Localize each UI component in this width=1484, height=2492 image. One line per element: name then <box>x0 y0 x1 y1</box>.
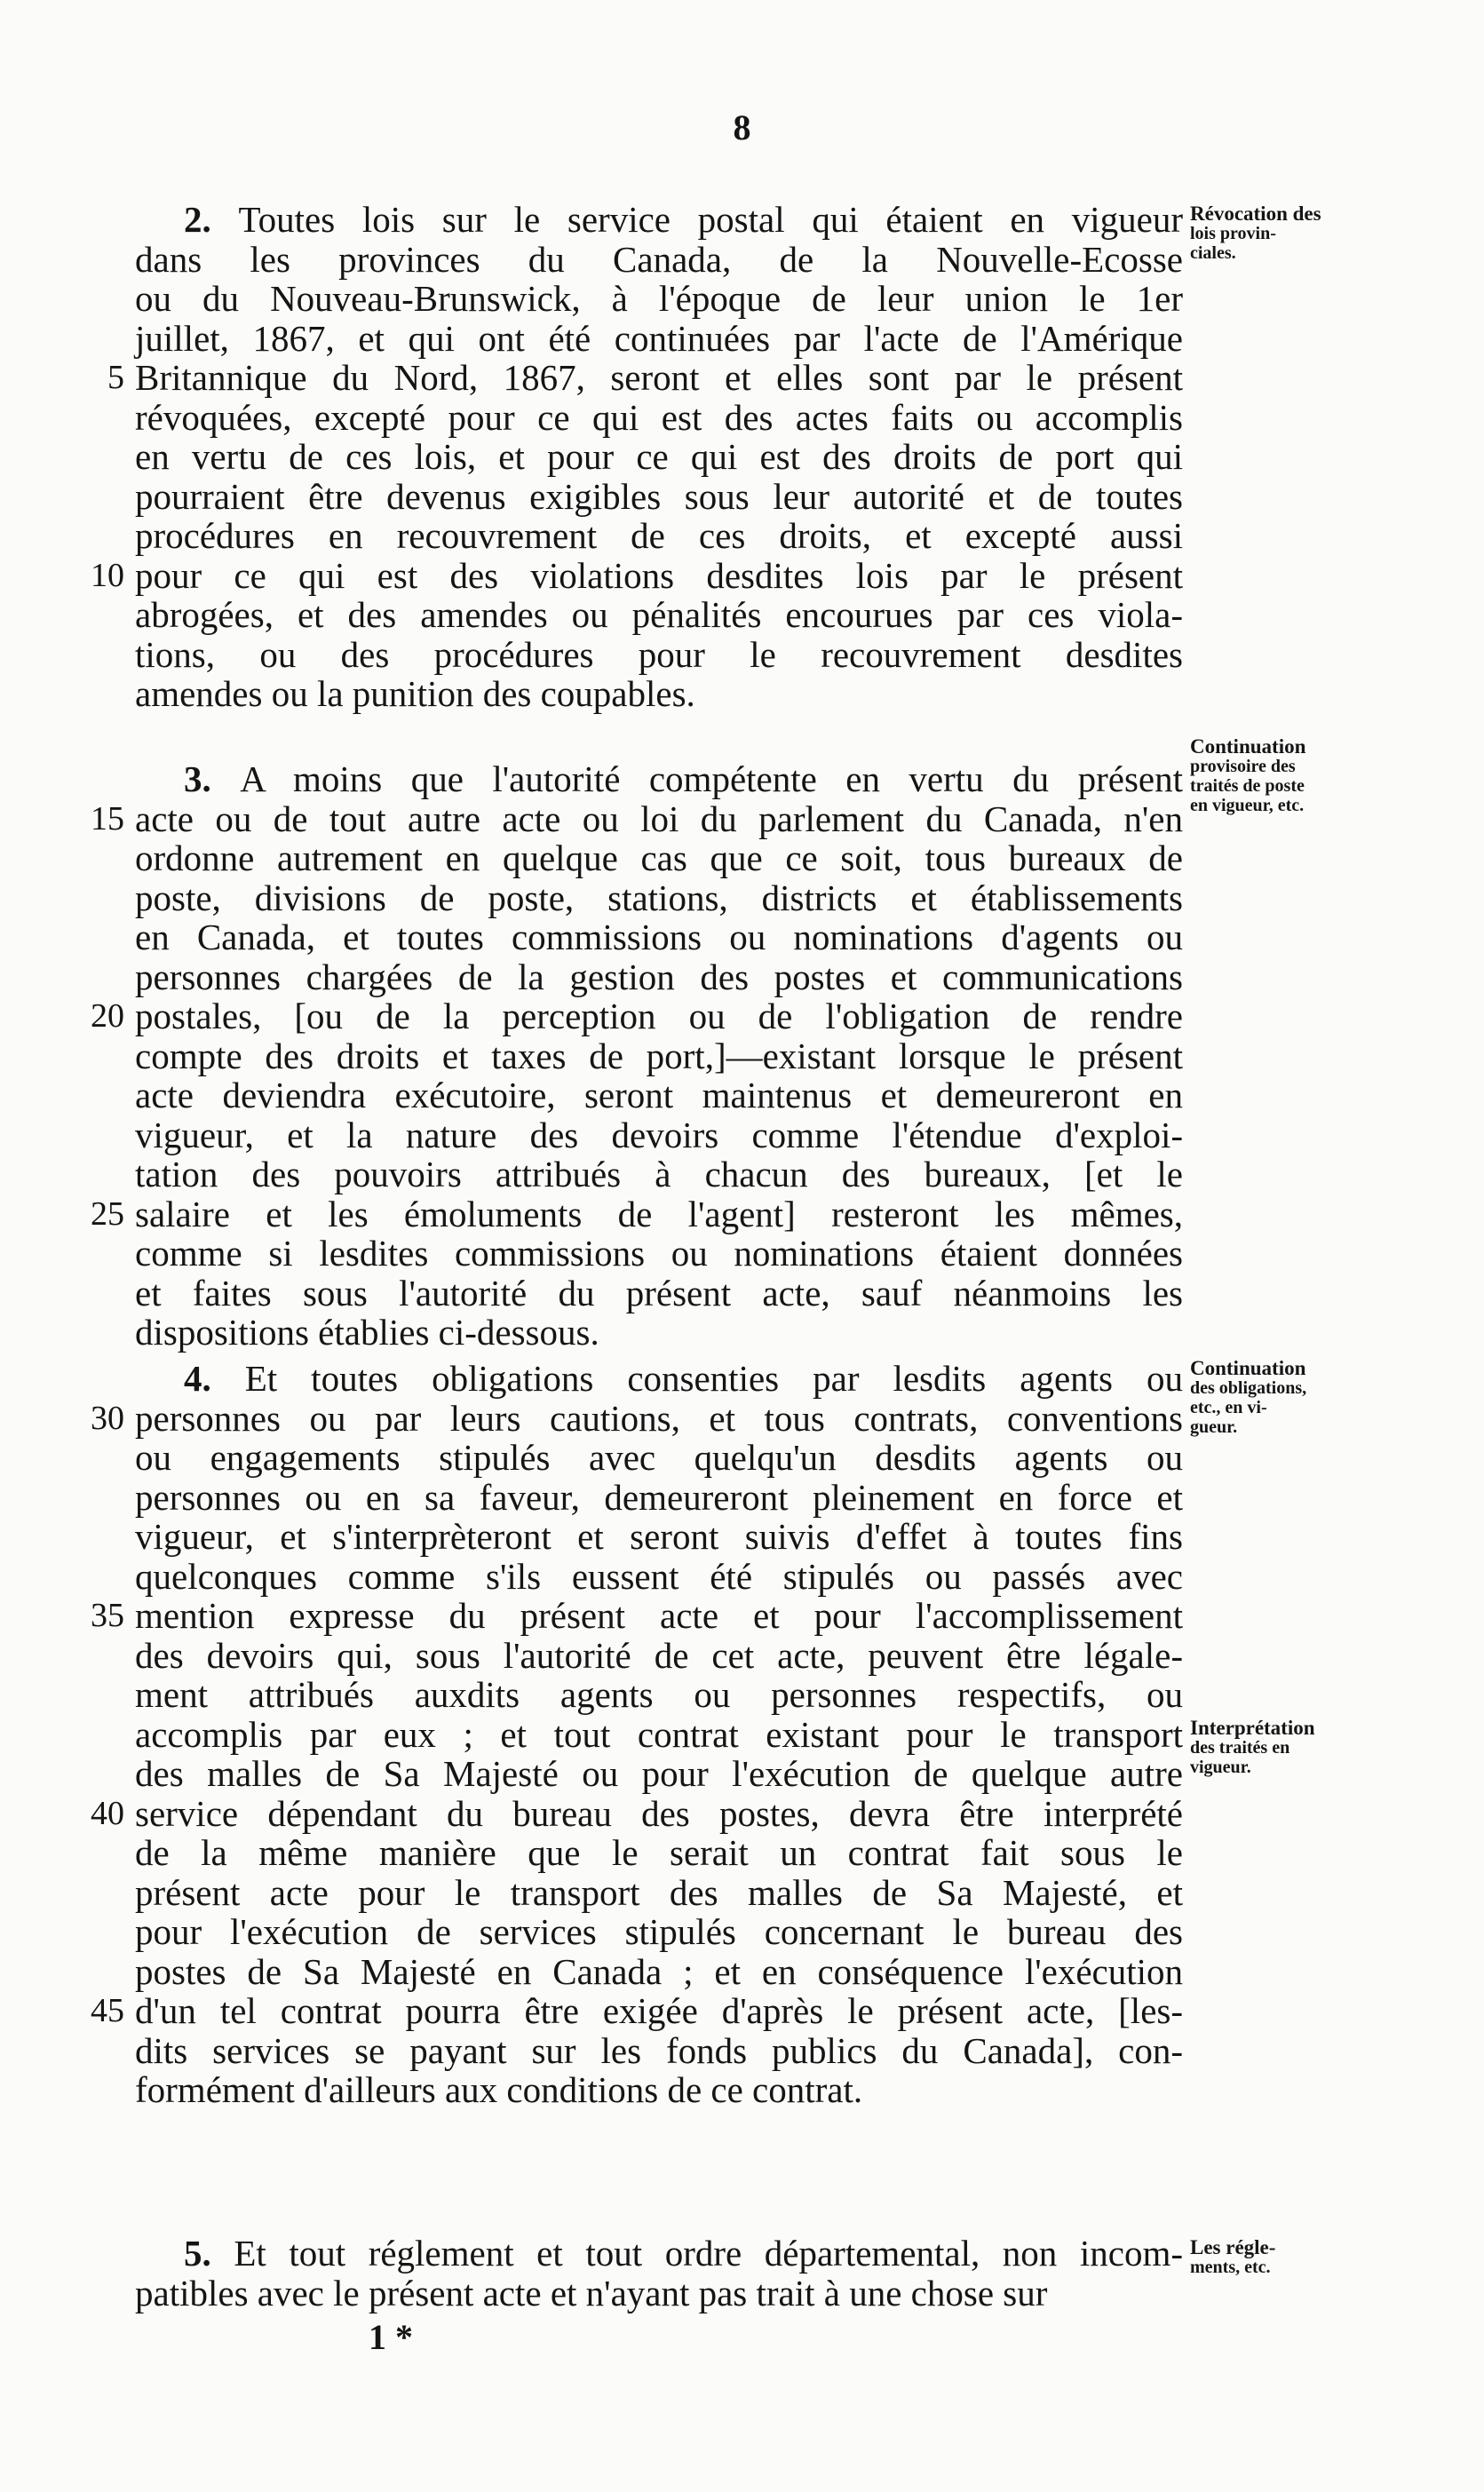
line-text: dits services se payant sur les fonds publics du Canada], con- <box>135 2029 1183 2071</box>
line-text: personnes chargées de la gestion des postes et communications <box>135 956 1183 997</box>
text-line <box>135 1991 1183 2030</box>
line-text: d'un tel contrat pourra être exigée d'après le présent acte, [les- <box>135 1990 1183 2031</box>
line-text: ment attribués auxdits agents ou personnes respectifs, ou <box>135 1674 1183 1715</box>
text-line <box>135 1636 1183 1675</box>
margin-note-line: etc., en vi- <box>1190 1398 1267 1417</box>
text-line <box>135 878 1183 917</box>
line-text: tation des pouvoirs attribués à chacun des bureaux, [et le <box>135 1154 1183 1194</box>
line-text: personnes ou en sa faveur, demeureront pleinement en force et <box>135 1476 1183 1518</box>
line-number: 35 <box>91 1597 124 1634</box>
line-text: accomplis par eux ; et tout contrat existant pour le transport <box>135 1713 1183 1755</box>
line-number: 45 <box>91 1992 124 2029</box>
line-text: formément d'ailleurs aux conditions de ce contrat. <box>135 2069 863 2110</box>
text-line <box>135 1833 1183 1872</box>
text-line <box>135 1952 1183 1991</box>
line-number: 40 <box>91 1794 124 1832</box>
margin-note-line: Révocation des <box>1190 202 1321 225</box>
line-text: de la même manière que le serait un contrat fait sous le <box>135 1832 1183 1873</box>
line-text: patibles avec le présent acte et n'ayant pas trait à une chose sur <box>135 2272 1048 2313</box>
line-text: ou engagements stipulés avec quelqu'un desdits agents ou <box>135 1437 1183 1478</box>
line-text: comme si lesdites commissions ou nominations étaient données <box>135 1233 1183 1274</box>
text-line <box>135 1675 1183 1714</box>
line-text: A moins que l'autorité compétente en vertu du présent <box>240 758 1183 799</box>
line-number: 10 <box>91 556 124 594</box>
line-number: 25 <box>91 1194 124 1233</box>
line-text: salaire et les émoluments de l'agent] resteront les mêmes, <box>135 1193 1183 1234</box>
text-line <box>135 838 1183 877</box>
text-line <box>135 1873 1183 1912</box>
line-text: tions, ou des procédures pour le recouvrement desdites <box>135 633 1183 675</box>
text-line <box>135 635 1183 674</box>
page-number: 8 <box>733 107 751 147</box>
line-text: quelconques comme s'ils eussent été stipulés ou passés avec <box>135 1555 1183 1597</box>
article-number: 3. <box>184 758 241 799</box>
line-text: ou du Nouveau-Brunswick, à l'époque de leur union le 1er <box>135 278 1183 319</box>
text-line <box>135 1478 1183 1517</box>
text-line <box>135 1036 1183 1075</box>
line-text: amendes ou la punition des coupables. <box>135 673 695 714</box>
text-line <box>135 2070 1183 2109</box>
text-line <box>135 240 1183 279</box>
text-line <box>135 1274 1183 1313</box>
line-text: et faites sous l'autorité du présent acte, sauf néanmoins les <box>135 1272 1183 1313</box>
margin-note-line: des obligations, <box>1190 1378 1307 1398</box>
line-text: des devoirs qui, sous l'autorité de cet acte, peuvent être légale- <box>135 1634 1183 1676</box>
line-text: des malles de Sa Majesté ou pour l'exécution de quelque autre <box>135 1753 1183 1794</box>
line-text: ordonne autrement en quelque cas que ce soit, tous bureaux de <box>135 837 1183 878</box>
margin-note <box>1190 737 1456 815</box>
margin-note <box>1190 204 1456 263</box>
text-line <box>135 1194 1183 1234</box>
line-text: Et tout réglement et tout ordre départemental, non incom- <box>234 2233 1184 2274</box>
line-text: pour l'exécution de services stipulés concernant le bureau des <box>135 1911 1183 1952</box>
line-number: 20 <box>91 997 124 1035</box>
text-line <box>135 1313 1183 1352</box>
text-line <box>135 358 1183 397</box>
text-line <box>135 1115 1183 1155</box>
text-line <box>135 1075 1183 1115</box>
text-line <box>135 1715 1183 1754</box>
line-text: juillet, 1867, et qui ont été continuées par l'acte de l'Amérique <box>135 317 1183 359</box>
line-text: Toutes lois sur le service postal qui étaient en vigueur <box>238 199 1183 240</box>
line-text: vigueur, et s'interprèteront et seront suivis d'effet à toutes fins <box>135 1516 1183 1557</box>
margin-note <box>1190 1718 1456 1777</box>
line-text: service dépendant du bureau des postes, devra être interprété <box>135 1792 1183 1834</box>
line-text: postales, [ou de la perception ou de l'obligation de rendre <box>135 996 1183 1036</box>
line-number: 5 <box>107 359 124 396</box>
line-number: 15 <box>91 799 124 837</box>
article-number: 5. <box>184 2233 234 2274</box>
text-line <box>135 1754 1183 1793</box>
text-line <box>135 516 1183 555</box>
line-text: dans les provinces du Canada, de la Nouvelle-Ecosse <box>135 238 1183 280</box>
text-line <box>135 674 1183 713</box>
margin-note-line: traités de poste <box>1190 776 1305 796</box>
margin-note <box>1190 2238 1456 2277</box>
text-line <box>135 556 1183 595</box>
text-line <box>135 477 1183 516</box>
line-text: en vertu de ces lois, et pour ce qui est des droits de port qui <box>135 436 1183 477</box>
line-text: Britannique du Nord, 1867, seront et elles sont par le présent <box>135 357 1183 398</box>
line-text: compte des droits et taxes de port,]—existant lorsque le présent <box>135 1035 1183 1076</box>
line-text: pour ce qui est des violations desdites lois par le présent <box>135 554 1183 596</box>
line-text: pourraient être devenus exigibles sous leur autorité et de toutes <box>135 475 1183 517</box>
line-text: acte ou de tout autre acte ou loi du parlement du Canada, n'en <box>135 798 1183 839</box>
text-line <box>135 2031 1183 2070</box>
line-text: vigueur, et la nature des devoirs comme l'étendue d'exploi- <box>135 1114 1183 1155</box>
text-line <box>135 917 1183 956</box>
text-line <box>135 957 1183 996</box>
margin-note-line: Continuation <box>1190 735 1306 758</box>
margin-note-line: Continuation <box>1190 1357 1306 1379</box>
margin-note-line: vigueur. <box>1190 1758 1251 1777</box>
line-text: postes de Sa Majesté en Canada ; et en conséquence l'exécution <box>135 1950 1183 1992</box>
text-line <box>135 996 1183 1036</box>
text-line <box>135 1912 1183 1951</box>
text-line <box>135 1438 1183 1477</box>
line-text: poste, divisions de poste, stations, districts et établissements <box>135 877 1183 918</box>
article-number: 2. <box>184 199 239 240</box>
line-text: abrogées, et des amendes ou pénalités encourues par ces viola- <box>135 594 1183 635</box>
margin-note-line: des traités en <box>1190 1738 1290 1758</box>
line-text: mention expresse du présent acte et pour l'accomplissement <box>135 1595 1183 1636</box>
text-line <box>135 799 1183 838</box>
line-text: acte deviendra exécutoire, seront maintenus et demeureront en <box>135 1075 1183 1115</box>
line-text: personnes ou par leurs cautions, et tous contrats, conventions <box>135 1397 1183 1439</box>
margin-note <box>1190 1359 1456 1437</box>
margin-note-line: Interprétation <box>1190 1717 1315 1739</box>
text-line <box>135 437 1183 476</box>
printer-signature: 1 * <box>369 2317 413 2357</box>
text-line <box>184 1359 1183 1398</box>
line-text: présent acte pour le transport des malles de Sa Majesté, et <box>135 1871 1183 1913</box>
text-line <box>184 200 1183 239</box>
margin-note-line: ments, etc. <box>1190 2258 1271 2277</box>
text-line <box>135 319 1183 358</box>
text-line <box>135 279 1183 318</box>
margin-note-line: lois provin- <box>1190 224 1276 243</box>
text-line <box>184 2234 1183 2273</box>
line-text: en Canada, et toutes commissions ou nominations d'agents ou <box>135 917 1183 957</box>
text-line <box>135 1794 1183 1833</box>
line-text: Et toutes obligations consenties par lesdits agents ou <box>244 1358 1183 1399</box>
line-text: révoquées, excepté pour ce qui est des actes faits ou accomplis <box>135 396 1183 438</box>
margin-note-line: provisoire des <box>1190 757 1296 776</box>
line-text: procédures en recouvrement de ces droits, et excepté aussi <box>135 515 1183 556</box>
text-line <box>135 1399 1183 1438</box>
margin-note-line: Les régle- <box>1190 2236 1276 2258</box>
margin-note-line: ciales. <box>1190 243 1236 263</box>
text-line <box>135 2274 1183 2313</box>
text-line <box>135 1234 1183 1273</box>
text-line <box>135 595 1183 634</box>
line-text: dispositions établies ci-dessous. <box>135 1312 599 1353</box>
text-line <box>135 1596 1183 1635</box>
text-line <box>135 1517 1183 1556</box>
article-number: 4. <box>184 1358 245 1399</box>
text-line <box>135 1557 1183 1596</box>
text-line <box>184 759 1183 798</box>
margin-note-line: en vigueur, etc. <box>1190 796 1305 815</box>
text-line <box>135 1155 1183 1194</box>
text-line <box>135 398 1183 437</box>
margin-note-line: gueur. <box>1190 1417 1238 1437</box>
line-number: 30 <box>91 1399 124 1437</box>
